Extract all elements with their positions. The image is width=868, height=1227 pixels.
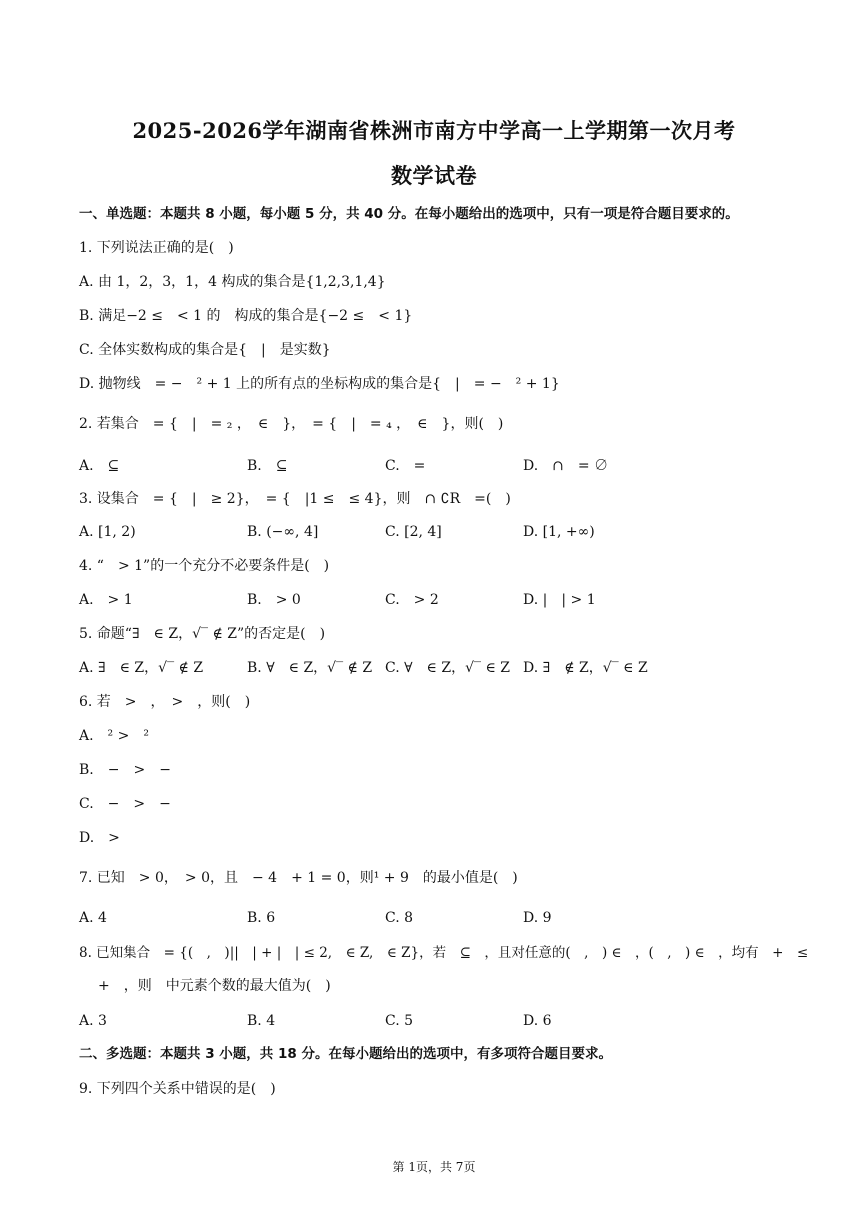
question-4-stem: 4. “ > 1”的一个充分不必要条件是( )	[79, 558, 330, 574]
question-4-option-a: A. > 1	[79, 592, 133, 608]
question-7-option-c: C. 8	[385, 910, 414, 926]
question-1-option-c: C. 全体实数构成的集合是{ | 是实数}	[79, 342, 331, 358]
question-1-option-d: D. 抛物线 = − ² + 1 上的所有点的坐标构成的集合是{ | = − ² + 1}	[79, 376, 560, 392]
question-8-option-b: B. 4	[247, 1013, 276, 1029]
question-5-stem: 5. 命题“∃ ∈ Z，√‾ ∉ Z”的否定是( )	[79, 626, 326, 642]
exam-subtitle: 数学试卷	[391, 163, 477, 188]
section2-heading: 二、多选题：本题共 3 小题，共 18 分。在每小题给出的选项中，有多项符合题目要求。	[79, 1046, 612, 1062]
question-3-option-d: D. [1, +∞)	[523, 524, 595, 540]
question-5-option-d: D. ∃ ∉ Z，√‾ ∈ Z	[523, 660, 648, 676]
question-3-option-c: C. [2, 4]	[385, 524, 442, 540]
question-8-option-d: D. 6	[523, 1013, 552, 1029]
question-5-option-c: C. ∀ ∈ Z，√‾ ∈ Z	[385, 660, 511, 676]
question-5-option-a: A. ∃ ∈ Z，√‾ ∉ Z	[79, 660, 204, 676]
exam-title: 2025-2026学年湖南省株洲市南方中学高一上学期第一次月考	[132, 118, 736, 143]
question-3-option-b: B. (−∞, 4]	[247, 524, 319, 540]
question-6-option-a: A. ² > ²	[79, 728, 149, 744]
question-7-option-d: D. 9	[523, 910, 552, 926]
question-2-option-b: B. ⊆	[247, 458, 288, 474]
question-8-option-a: A. 3	[79, 1013, 107, 1029]
question-2-option-a: A. ⊆	[79, 458, 120, 474]
question-6-option-d: D. >	[79, 830, 120, 846]
question-1-option-a: A. 由 1，2，3，1，4 构成的集合是{1,2,3,1,4}	[79, 274, 386, 290]
question-4-option-d: D. | | > 1	[523, 592, 596, 608]
question-4-option-c: C. > 2	[385, 592, 439, 608]
section1-heading: 一、单选题：本题共 8 小题，每小题 5 分，共 40 分。在每小题给出的选项中，只有一项是符合题目要求的。	[79, 206, 739, 222]
question-6-option-c: C. − > −	[79, 796, 171, 812]
question-2-option-d: D. ∩ = ∅	[523, 458, 609, 474]
question-8-stem: 8. 已知集合 = {( , )|| | + | | ≤ 2, ∈ Z, ∈ Z}，若 ⊆ ，且对任意的( , ) ∈ ，( , ) ∈ ，均有 + ≤	[79, 945, 809, 961]
question-4-option-b: B. > 0	[247, 592, 301, 608]
question-7-option-a: A. 4	[79, 910, 107, 926]
question-9-stem: 9. 下列四个关系中错误的是( )	[79, 1081, 276, 1097]
question-7-stem: 7. 已知 > 0， > 0，且 − 4 + 1 = 0，则¹ + 9 的最小值是( )	[79, 870, 518, 886]
question-8-option-c: C. 5	[385, 1013, 414, 1029]
question-3-option-a: A. [1, 2)	[79, 524, 136, 540]
question-7-option-b: B. 6	[247, 910, 276, 926]
question-6-option-b: B. − > −	[79, 762, 171, 778]
question-1-stem: 1. 下列说法正确的是( )	[79, 240, 234, 256]
question-6-stem: 6. 若 > ， > ，则( )	[79, 694, 251, 710]
question-2-stem: 2. 若集合 = { | = ₂ ， ∈ }， = { | = ₄ ， ∈ }，则( )	[79, 416, 504, 432]
question-1-option-b: B. 满足−2 ≤ < 1 的 构成的集合是{−2 ≤ < 1}	[79, 308, 413, 324]
question-2-option-c: C. =	[385, 458, 426, 474]
page-footer: 第 1页，共 7页	[392, 1160, 476, 1174]
question-8-stem-continued: + ，则 中元素个数的最大值为( )	[98, 978, 331, 994]
question-3-stem: 3. 设集合 = { | ≥ 2}， = { |1 ≤ ≤ 4}，则 ∩ ∁R =( )	[79, 491, 511, 507]
question-5-option-b: B. ∀ ∈ Z，√‾ ∉ Z	[247, 660, 373, 676]
